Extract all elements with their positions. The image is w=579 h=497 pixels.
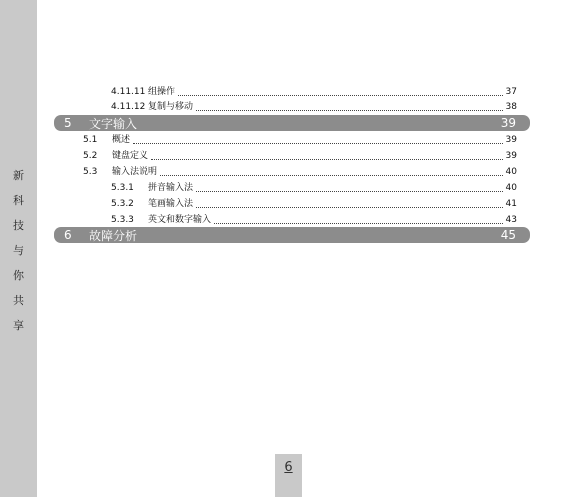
sidebar-char: 技 xyxy=(13,219,24,232)
toc-leader-dots xyxy=(196,110,503,111)
toc-entry-4-11-12[interactable] xyxy=(111,100,517,114)
toc-entry-page: 40 xyxy=(505,183,517,193)
toc-entry-5-3[interactable] xyxy=(83,165,517,179)
toc-entry-5-3-1[interactable] xyxy=(111,181,517,195)
toc-entry-title: 组操作 xyxy=(148,87,176,97)
toc-entry-5-2[interactable] xyxy=(83,149,517,163)
toc-leader-dots xyxy=(196,191,503,192)
toc-entry-5-1[interactable] xyxy=(83,133,517,147)
chapter-page: 45 xyxy=(500,228,516,242)
toc-entry-title: 英文和数字输入 xyxy=(148,215,212,225)
toc-entry-page: 38 xyxy=(505,102,517,112)
toc-entry-page: 39 xyxy=(505,151,517,161)
toc-entry-page: 39 xyxy=(505,135,517,145)
toc-entry-number: 5.3.3 xyxy=(111,215,134,225)
chapter-title: 故障分析 xyxy=(89,228,138,243)
toc-leader-dots xyxy=(196,207,503,208)
sidebar-char: 科 xyxy=(13,194,24,207)
sidebar-char: 与 xyxy=(13,244,24,257)
toc-chapter-5[interactable] xyxy=(54,115,530,131)
sidebar-char: 享 xyxy=(13,319,24,332)
toc-chapter-6[interactable] xyxy=(54,227,530,243)
toc-entry-page: 43 xyxy=(505,215,517,225)
toc-entry-4-11-11[interactable] xyxy=(111,85,517,99)
sidebar-char: 新 xyxy=(13,169,24,182)
toc-entry-title: 键盘定义 xyxy=(112,151,149,161)
page-number-tab xyxy=(275,454,302,497)
toc-leader-dots xyxy=(133,143,503,144)
toc-entry-page: 40 xyxy=(505,167,517,177)
toc-entry-title: 概述 xyxy=(112,135,131,145)
toc-leader-dots xyxy=(151,159,503,160)
toc-leader-dots xyxy=(160,175,503,176)
chapter-number: 6 xyxy=(64,228,72,242)
toc-entry-title: 拼音输入法 xyxy=(148,183,194,193)
toc-entry-number: 5.3.2 xyxy=(111,199,134,209)
toc-entry-number: 4.11.12 xyxy=(111,102,146,112)
chapter-page: 39 xyxy=(500,116,516,130)
chapter-number: 5 xyxy=(64,116,72,130)
toc-entry-page: 37 xyxy=(505,87,517,97)
page-number: 6 xyxy=(284,460,293,475)
toc-leader-dots xyxy=(178,95,503,96)
toc-entry-number: 5.1 xyxy=(83,135,98,145)
toc-entry-title: 输入法说明 xyxy=(112,167,158,177)
toc-entry-title: 复制与移动 xyxy=(148,102,194,112)
toc-entry-number: 5.3 xyxy=(83,167,98,177)
sidebar-char: 共 xyxy=(13,294,24,307)
toc-entry-number: 5.2 xyxy=(83,151,98,161)
toc-leader-dots xyxy=(214,223,503,224)
toc-entry-page: 41 xyxy=(505,199,517,209)
toc-entry-5-3-3[interactable] xyxy=(111,213,517,227)
sidebar-char: 你 xyxy=(13,269,24,282)
chapter-title: 文字输入 xyxy=(89,116,138,131)
toc-entry-5-3-2[interactable] xyxy=(111,197,517,211)
toc-entry-number: 4.11.11 xyxy=(111,87,146,97)
toc-entry-number: 5.3.1 xyxy=(111,183,134,193)
toc-entry-title: 笔画输入法 xyxy=(148,199,194,209)
